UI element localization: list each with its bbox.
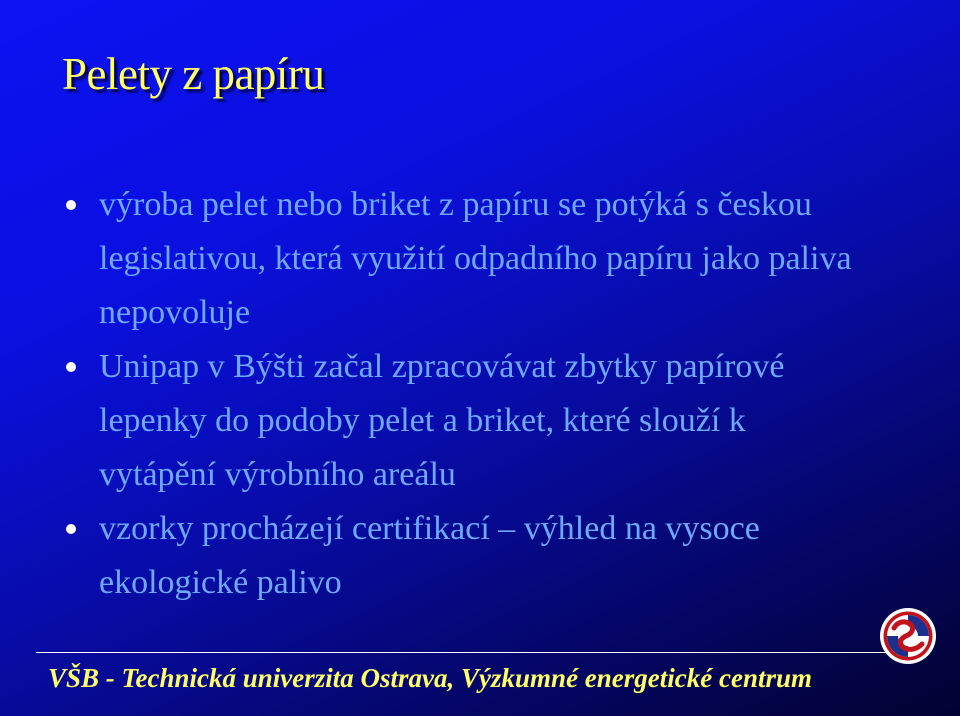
bullet-list xyxy=(60,178,860,610)
bullet-item xyxy=(60,178,860,340)
slide-title: Pelety z papíru xyxy=(62,49,325,99)
bullet-item xyxy=(60,340,860,502)
footer-divider xyxy=(36,652,886,653)
bullet-text: vzorky procházejí certifikací – výhled na vysoce ekologické palivo xyxy=(99,510,760,601)
bullet-text: výroba pelet nebo briket z papíru se potýká s českou legislativou, která využití odpadního papíru jako paliva nepovoluje xyxy=(99,186,852,331)
vec-logo-icon xyxy=(878,606,938,666)
bullet-dot-icon xyxy=(66,524,76,534)
bullet-dot-icon xyxy=(66,200,76,210)
footer-text: VŠB - Technická univerzita Ostrava, Výzkumné energetické centrum xyxy=(48,663,813,693)
bullet-item xyxy=(60,502,860,610)
bullet-dot-icon xyxy=(66,362,76,372)
bullet-text: Unipap v Býšti začal zpracovávat zbytky papírové lepenky do podoby pelet a briket, které slouží k vytápění výrobního areálu xyxy=(99,348,785,493)
